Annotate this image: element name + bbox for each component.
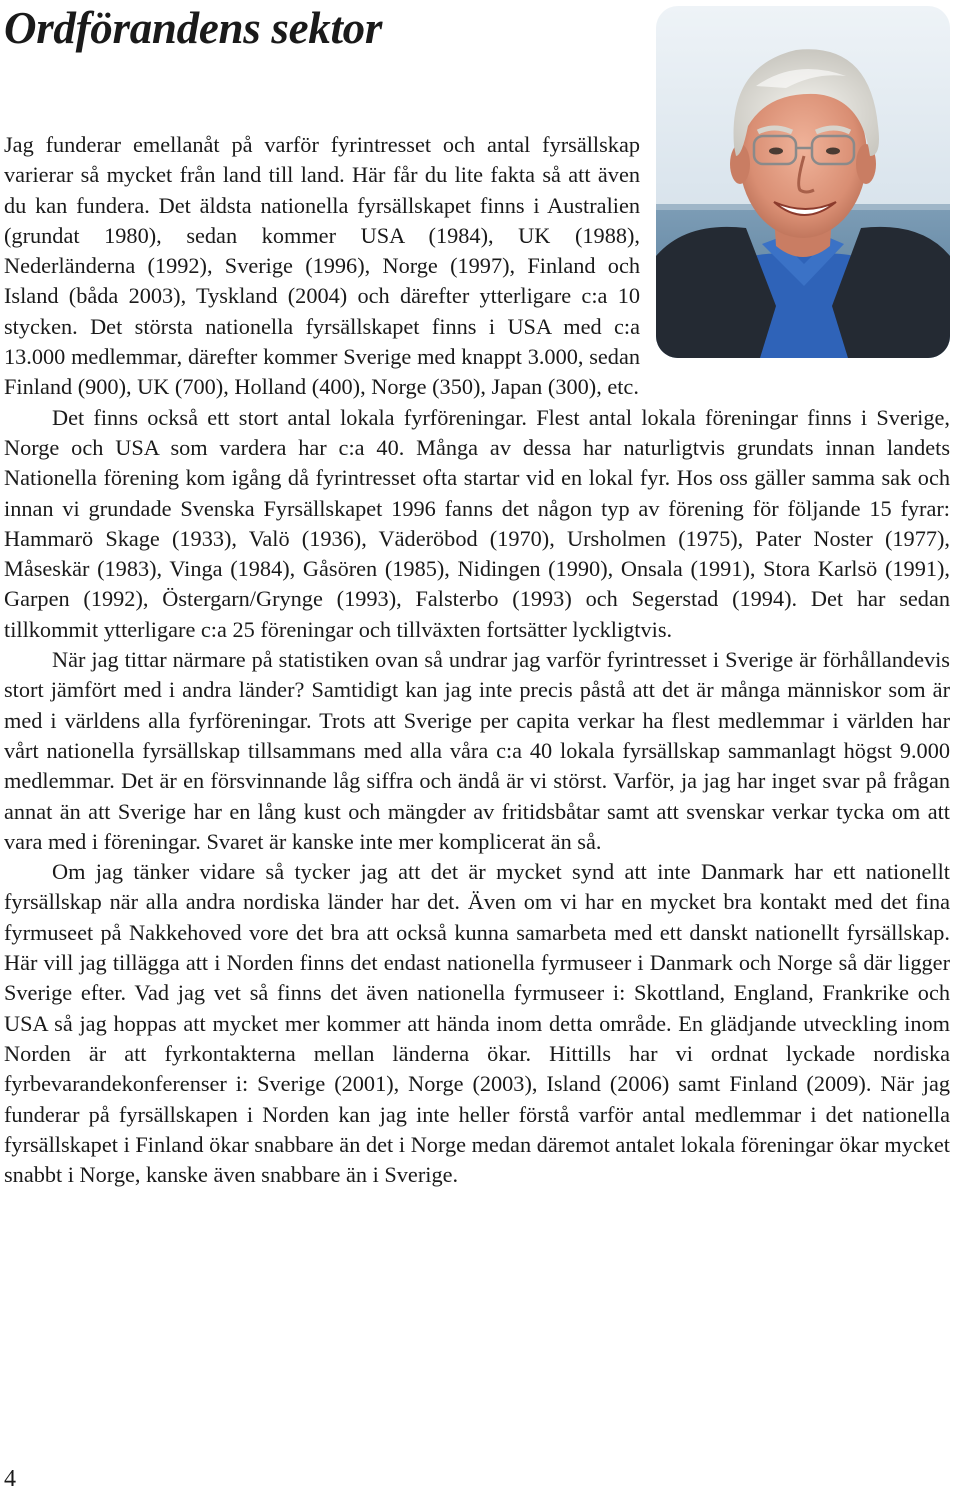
article-body <box>4 130 950 1190</box>
paragraph-2: Det finns också ett stort antal lokala fyrföreningar. Flest antal lokala föreningar finns i Sverige, Norge och USA som vardera har c:a 40. Många av dessa har naturligtvis grundats innan landets Nationella förening kom igång då fyrintresset ofta startar vid en lokal fyr. Hos oss gäller samma sak och innan vi grundade Svenska Fyrsällskapet 1996 fanns det någon typ av förening för följande 15 fyrar: Hammarö Skage (1933), Valö (1936), Väderöbod (1970), Ursholmen (1975), Pater Noster (1977), Måseskär (1983), Vinga (1984), Gåsören (1985), Nidingen (1990), Onsala (1991), Stora Karlsö (1991), Garpen (1992), Östergarn/Grynge (1993), Falsterbo (1993) och Segerstad (1994). Det har sedan tillkommit ytterligare c:a 25 föreningar och tillväxten fortsätter lyckligtvis. <box>4 404 950 642</box>
page-number: 4 <box>4 1466 16 1492</box>
paragraph-3: När jag tittar närmare på statistiken ovan så undrar jag varför fyrintresset i Sverige är förhållandevis stort jämfört med i andra länder? Samtidigt kan jag inte precis påstå att det är många människor som är med i världens alla fyrföreningar. Trots att Sverige per capita verkar ha flest medlemmar i världen har vårt nationella fyrsällskap tillsammans med alla våra c:a 40 lokala fyrsällskap sammanlagt högst 9.000 medlemmar. Det är en försvinnande låg siffra och ändå är vi störst. Varför, ja jag har inget svar på frågan annat än att Sverige har en lång kust och mängder av fritidsbåtar samt att svenskar verkar tycka om att vara med i föreningar. Svaret är kanske inte mer komplicerat än så. <box>4 647 950 854</box>
paragraph-4: Om jag tänker vidare så tycker jag att det är mycket synd att inte Danmark har ett nationellt fyrsällskap när alla andra nordiska länder har det. Även om vi har en mycket bra kontakt med det fina fyrmuseet på Nakkehoved vore det bra att också kunna samarbeta med ett danskt nationellt fyrsällskap. Här vill jag tillägga att i Norden finns det endast nationella fyrmuseer i Danmark och Norge så där ligger Sverige efter. Vad jag vet så finns det även nationella fyrmuseer i: Skottland, England, Frankrike och USA så jag hoppas att mycket mer kommer att hända inom detta område. En glädjande utveckling inom Norden är att fyrkontakterna mellan länderna ökar. Hittills har vi ordnat lyckade nordiska fyrbevarandekonferenser i: Sverige (2001), Norge (2003), Island (2006) samt Finland (2009). När jag funderar på fyrsällskapen i Norden kan jag inte heller förstå varför antal medlemmar i det nationella fyrsällskapet i Finland ökar snabbare än det i Norge medan däremot antalet lokala föreningar ökar mycket snabbt i Norge, kanske även snabbare än i Sverige. <box>4 859 950 1188</box>
page-title: Ordförandens sektor <box>4 3 383 53</box>
photo-wrap-spacer <box>640 130 950 402</box>
paragraph-1: Jag funderar emellanåt på varför fyrintresset och antal fyrsällskap varierar så mycket från land till land. Här får du lite fakta så att även du kan fundera. Det äldsta nationella fyrsällskapet finns i Australien (grundat 1980), sedan kommer USA (1984), UK (1988), Nederländerna (1992), Sverige (1996), Norge (1997), Finland och Island (båda 2003), Tyskland (2004) och därefter ytterligare c:a 10 stycken. Det största nationella fyrsällskapet finns i USA med c:a 13.000 medlemmar, därefter kommer Sverige med knappt 3.000, sedan Finland (900), UK (700), Holland (400), Norge (350), Japan (300), etc. <box>4 132 640 400</box>
